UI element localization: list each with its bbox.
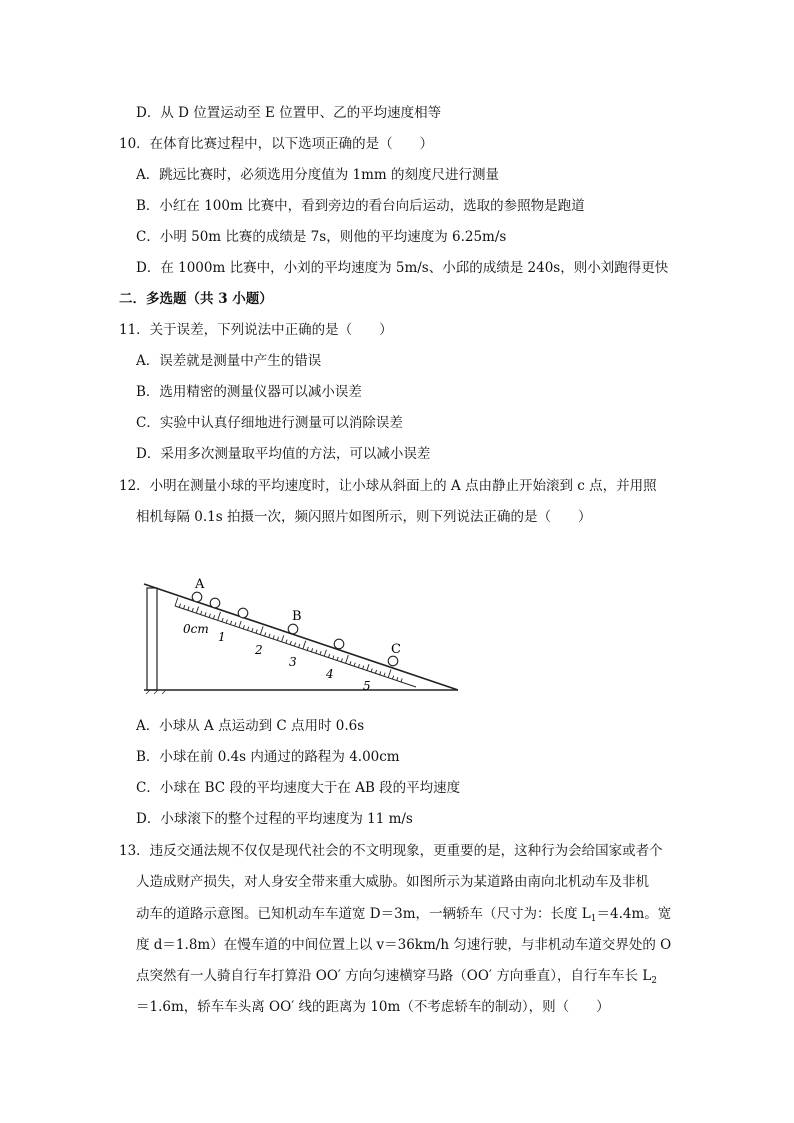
ruler-tick (367, 664, 369, 671)
q13-line2: 人造成财产损失，对人身安全带来重大威胁。如图所示为某道路由南向北机动车及非机 (136, 874, 649, 890)
q13-line4: 度 d＝1.8m）在慢车道的中间位置上以 v＝36km/h 匀速行驶，与非机动车道交界处的 O (136, 937, 672, 953)
ruler-tick (209, 614, 210, 618)
scale-number-4: 4 (326, 667, 334, 681)
support-post (147, 588, 157, 690)
q9-option-d: D．从 D 位置运动至 E 位置甲、乙的平均速度相等 (136, 105, 442, 121)
ball (388, 656, 398, 666)
ruler-tick (307, 647, 308, 651)
q11-option-d: D．采用多次测量取平均值的方法，可以减小误差 (136, 446, 431, 462)
ruler-tick (230, 621, 231, 625)
q10-stem: 10．在体育比赛过程中，以下选项正确的是（ ） (119, 136, 434, 152)
ruler-tick (350, 661, 351, 665)
q12-option-a: A．小球从 A 点运动到 C 点用时 0.6s (136, 718, 365, 734)
ruler-tick (282, 635, 284, 642)
scale-number-3: 3 (289, 655, 297, 669)
ruler-tick (222, 618, 223, 622)
ruler-tick (341, 658, 342, 662)
ruler-tick (380, 671, 381, 675)
ruler-tick (324, 650, 326, 657)
scale-number-1: 1 (218, 630, 226, 644)
ruler-tick (363, 666, 364, 670)
ruler-tick (192, 608, 193, 612)
ruler-tick (247, 627, 248, 631)
ruler-tick (273, 635, 274, 639)
ruler-tick (226, 619, 227, 623)
incline-surface (144, 584, 458, 690)
q10-option-b: B．小红在 100m 比赛中，看到旁边的看台向后运动，选取的参照物是跑道 (136, 198, 585, 214)
label-b: B (292, 609, 302, 624)
ruler-tick (179, 604, 180, 608)
ruler-tick (388, 669, 391, 678)
ruler-tick (196, 607, 198, 614)
q12-option-b: B．小球在前 0.4s 内通过的路程为 4.00cm (136, 749, 400, 765)
ruler-tick (205, 612, 206, 616)
ruler-tick (333, 655, 334, 659)
ruler-tick (375, 670, 376, 674)
ruler-tick (384, 673, 385, 677)
ruler-tick (397, 677, 398, 681)
q11-option-c: C．实验中认真仔细地进行测量可以消除误差 (136, 415, 403, 431)
ruler-tick (320, 651, 321, 655)
q10-option-d: D．在 1000m 比赛中，小刘的平均速度为 5m/s、小邱的成绩是 240s，则小刘跑得更快 (136, 260, 669, 276)
q13-line5: 点突然有一人骑自行车打算沿 OO′ 方向匀速横穿马路（OO′ 方向垂直），自行车车长 $L_2$ (136, 968, 658, 986)
scale-zero-label: 0cm (183, 622, 209, 636)
q10-option-a: A．跳远比赛时，必须选用分度值为 1mm 的刻度尺进行测量 (136, 167, 500, 183)
ruler-tick (286, 640, 287, 644)
label-a: A (195, 577, 205, 592)
ruler-tick (239, 621, 241, 628)
section-title: 二．多选题（共 3 小题） (119, 291, 273, 307)
q10-option-c: C．小明 50m 比赛的成绩是 7s，则他的平均速度为 6.25m/s (136, 229, 507, 245)
ball (334, 639, 344, 649)
q13-line3: 动车的道路示意图。已知机动车车道宽 D＝3m，一辆轿车（尺寸为：长度 $L_1=4.4m$。宽 (136, 906, 672, 924)
ruler-tick (371, 668, 372, 672)
q13-line1: 13．违反交通法规不仅仅是现代社会的不文明现象，更重要的是，这种行为会给国家或者个 (119, 843, 663, 859)
ruler-tick (316, 650, 317, 654)
ruler-tick (337, 657, 338, 661)
scale-number-5: 5 (363, 679, 371, 693)
ruler-tick (218, 612, 221, 621)
ruler-tick (184, 605, 185, 609)
ruler-tick (235, 622, 236, 626)
ruler-tick (328, 654, 329, 658)
ruler-tick (201, 611, 202, 615)
ruler-tick (277, 637, 278, 641)
ruler-tick (303, 641, 306, 650)
q12-stem-line1: 12．小明在测量小球的平均速度时，让小球从斜面上的 A 点由静止开始滚到 c 点，并用照 (119, 478, 657, 494)
ruler-tick (260, 626, 263, 635)
ruler-ticks (175, 597, 402, 682)
ball (238, 608, 248, 618)
q11-option-a: A．误差就是测量中产生的错误 (136, 353, 322, 369)
scale-number-2: 2 (255, 643, 263, 657)
ruler-tick (252, 628, 253, 632)
ruler-tick (299, 644, 300, 648)
q12-stem-line2: 相机每隔 0.1s 拍摄一次，频闪照片如图所示，则下列说法正确的是（ ） (136, 509, 592, 525)
ball (210, 598, 220, 608)
ruler-tick (213, 615, 214, 619)
ball (288, 624, 298, 634)
ruler-tick (269, 634, 270, 638)
ruler-tick (294, 643, 295, 647)
ruler-tick (354, 663, 355, 667)
ruler-tick (256, 630, 257, 634)
incline-figure (140, 572, 470, 696)
ruler-tick (175, 597, 178, 606)
ruler-tick (290, 641, 291, 645)
q12-option-c: C．小球在 BC 段的平均速度大于在 AB 段的平均速度 (136, 780, 461, 796)
q11-stem: 11．关于误差，下列说法中正确的是（ ） (119, 322, 393, 338)
ruler-tick (188, 607, 189, 611)
ruler-tick (243, 625, 244, 629)
ball (192, 592, 202, 602)
q13-line6: ＝1.6m，轿车车头离 OO′ 线的距离为 10m（不考虑轿车的制动），则（ ） (136, 999, 610, 1015)
label-c: C (391, 642, 401, 657)
ruler-tick (264, 632, 265, 636)
q12-option-d: D．小球滚下的整个过程的平均速度为 11 m/s (136, 811, 413, 827)
ruler-tick (345, 655, 348, 664)
ruler-tick (311, 648, 312, 652)
ruler-tick (392, 676, 393, 680)
ruler-tick (358, 664, 359, 668)
q11-option-b: B．选用精密的测量仪器可以减小误差 (136, 384, 362, 400)
